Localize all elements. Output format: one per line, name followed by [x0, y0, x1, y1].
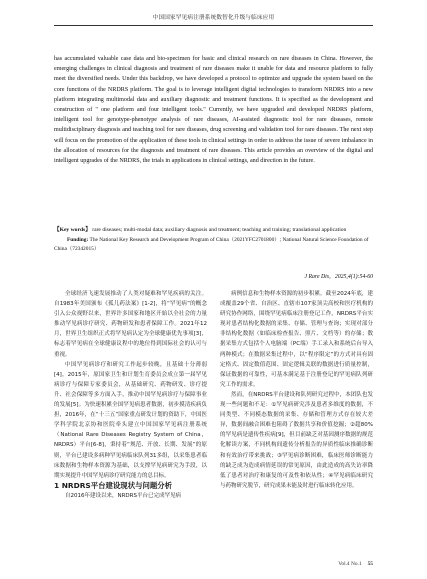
funding-label: Funding:	[67, 237, 89, 243]
funding	[54, 236, 373, 253]
body-paragraph: 病例信息和生物样本资源的初步积累。截至2024年底，建成覆盖29个省、自治区、直辖市107家顶尖高校和医疗机构的研究协作网络，围绕罕见病临床注册登记工作，NRDRS平台实现对患者结构化数据的采集、存储、管理与查询；实现对部分非结构化数据（如临床检查报告、照片、文档等）的存储；数据采集方式包括个人电脑端（PC端）手工录入和系统后台导入两种模式；在数据采集过程中，以“程序限定”的方式对具有固定格式、固定数值范围、固定逻辑关联的数据进行质量控制，保证数据的可靠性，可基本满足基于注册登记的罕见病队列研究工作的需求。	[220, 291, 373, 388]
keywords	[54, 226, 373, 235]
body-paragraph: 中国罕见病诊疗和研究工作起步较晚，且基础十分薄弱[4]。2015年，原国家卫生和计划生育委员会成立第一届罕见病诊疗与保障专家委员会，从基础研究、药物研发、诊疗提升、社会保障等多方面入手，推动中国罕见病诊疗与保障事业的发展[5]。为快速积累全国罕见病患者数据，初步摸清疾病负担，2016年，在“十三五”国家重点研发计划的资助下，中国医学科学院北京协和医院牵头建立中国国家罕见病注册系统（National Rare Diseases Registry System of China，NRDRS）平台[6-8]，秉持着“规范、开放、长期、发展”的原则，平台已建设多病种罕见病临床队列31多组，以采集患者临床数据和生物样本资源为基础，以支撑罕见病研究为手段，以期实现提升中国罕见病诊疗研究能力的总目标。	[54, 361, 207, 479]
left-column	[54, 289, 207, 501]
page-number: 55	[367, 561, 373, 567]
funding-text: The National Key Research and Development Program of China（2021YFC2701800）; National Natural Science Foundation of China（72342015）	[54, 237, 369, 252]
body-paragraph: 自2016年建设以来，NRDRS平台已完成罕见病	[65, 492, 181, 499]
keywords-text: rare diseases; multi-modal data; auxiliary diagnosis and treatment; teaching and training; translational application	[90, 227, 347, 233]
abstract-text: has accumulated valuable case data and bio-specimen for basic and clinical research on rare diseases in China. However, the emerging challenges in clinical diagnosis and treatment of rare diseases make it unable for data and resource platform to fully meet the diversified needs. Under this backdrop, we have developed a protocol to optimize and upgrade the system based on the core functions of the NRDRS platform. The goal is to leverage intelligent digital technologies to transform NRDRS into a new platform integrating multimodal data and auxiliary diagnostic and treatment functions. It is specified as the development and construction of " one platform and four intelligent tools." Currently, we have upgraded and developed NRDRS platform, intelligent tool for genotype-phenotype analysis of rare diseases, AI-assisted diagnostic tool for rare diseases, remote multidisciplinary diagnosis and teaching tool for rare diseases, drug screening and validation tool for rare diseases. The next step will focus on the promotion of the application of these tools in clinical settings in order to address the issue of severe imbalance in the allocation of resources for the diagnosis and treatment of rare diseases. This article provides an overview of the digital and intelligent upgrades of the NRDRS, the trials in applications in clinical settings, and direction in the future.	[54, 56, 373, 165]
citation: J Rare Dis，2025,4(1):54-60	[304, 274, 373, 280]
body-paragraph: 全球经济飞速发展推动了人类对疑难和罕见疾病的关注。自1983年美国颁布《孤儿药法案》[1-2]，将“罕见病”的概念引入公众视野以来，世界许多国家和地区开始以全社会的力量推动罕见病诊疗研究、药物研发和患者保障工作。2021年12月，世界卫生组织正式将罕见病认定为全球健康优先事项[3]，标志着罕见病在全球健康议程中的地位得到国际社会的认可与重视。	[54, 291, 207, 358]
right-column	[220, 289, 373, 491]
section-heading: 1 NRDRS平台建设现状与问题分析	[54, 480, 173, 490]
volume-label: Vol.4 No.1	[338, 561, 362, 567]
body-paragraph: 然而，在NRDRS平台建设和队列研究过程中，本团队也发现一些问题和不足：①罕见病研究涉及患者多维度的数据，不同类型、不同模态数据的采集、存储和管理方式存在较大差异，数据间融合困难也阻碍了数据共享和价值挖掘；②超80%的罕见病是遗传性疾病[9]，但目前缺乏对基因测序数据的规范化解读方案，不同机构间遗传分析报告的异质性临床推确诊断和有效治疗带来挑战；③罕见病诊断困难，临床医师诊断能力的缺乏成为造成病情延误的常见原因，由此造成的高失访率降低了患者对治疗和康复的可及性和依从性；④罕见病临床研究与药物研究脱节，研究成果未能及时进行临床转化应用。	[220, 391, 373, 489]
page-footer	[338, 561, 373, 567]
keywords-label: 【Key words】	[54, 227, 91, 233]
running-header: 中国国家罕见病注册系统数智化升级与临床应用	[152, 15, 275, 21]
header-divider	[54, 25, 373, 26]
